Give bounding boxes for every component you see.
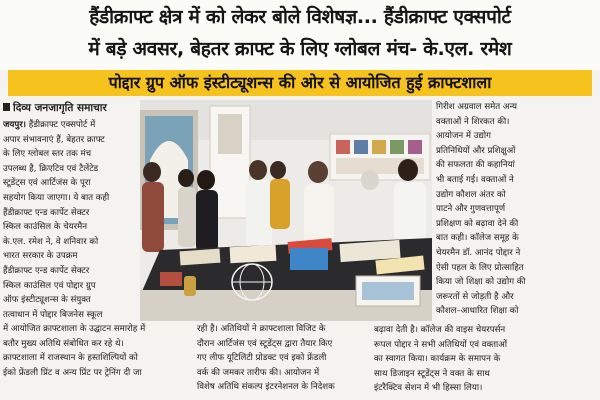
- article-line: उपलब्ध है, क्रिएटिव एवं टैलेंटेड: [3, 163, 99, 174]
- article-line: प्रतिनिधियों और प्रशिक्षुओं: [436, 145, 516, 156]
- article-line: ईको फ्रेंडली प्रिंट व अन्य प्रिंट पर ट्रेनिंग दी जा: [3, 367, 142, 378]
- craft-workshop-photo: [140, 100, 432, 321]
- article-line: साथ डिजाइन स्टूडेंट्स ने वक्त के साथ: [374, 368, 490, 379]
- article-line: का स्वागत किया। कार्यक्रम के समापन के: [374, 354, 501, 365]
- subheadline-banner: पोद्दार ग्रुप ऑफ इंस्टीट्यूशन्स की ओर से आयोजित हुई क्राफ्टशाला: [8, 70, 592, 96]
- article-line: दौरान आर्टिजंस एवं स्टूडेंट्स द्वारा तैयार किए: [197, 338, 333, 349]
- article-line: रही है। अतिथियों ने क्राफ्टशाला विजिट के: [197, 324, 326, 334]
- byline: [3, 100, 139, 116]
- article-line: हैंडीक्राफ्ट एक्सपोर्ट में: [28, 120, 96, 130]
- article-column-3-continued: [374, 323, 596, 396]
- article-line: वक्ताओं ने शिरकत की।: [436, 116, 510, 127]
- article-line: चेयरमैन डॉ. आनंद पोद्दार ने: [436, 247, 521, 258]
- article-line: की सफलता की कहानियां: [436, 160, 515, 171]
- article-line: स्किल काउंसिल के चेयरमैन: [3, 222, 88, 233]
- article-line: प्रशिक्षण को बढ़ावा देने की: [436, 218, 519, 229]
- news-photo: [140, 100, 432, 321]
- article-line: स्किल काउंसिल एवं पोद्दार ग्रुप: [3, 280, 96, 291]
- byline-text: दिव्य जनजागृति समाचार: [13, 102, 107, 114]
- article-line: कौशल–आधारित शिक्षा को: [436, 306, 519, 317]
- article-line: जरूरतों से जोड़ती है और: [436, 291, 514, 302]
- article-line: तत्वाधान में पोद्दार बिजनेस स्कूल: [3, 309, 103, 320]
- article-line: भारत सरकार के उपक्रम: [3, 251, 78, 262]
- article-line: के.एल. रमेश ने, वे शनिवार को: [3, 236, 99, 247]
- headline-line-2: में बड़े अवसर, बेहतर क्राफ्ट के लिए ग्लोबल मंच- के.एल. रमेश: [88, 38, 512, 60]
- article-line: स्टूडेंट्स एवं आर्टिजंस के पूरा: [3, 178, 91, 189]
- article-line: ऑफ इंस्टीट्यूशन्स के संयुक्त: [3, 295, 91, 306]
- article-line: रूपल पोद्दार ने सभी अतिथियों एवं वक्ताओं: [374, 339, 508, 350]
- article-column-1-continued: [3, 322, 191, 380]
- article-column-3: [436, 100, 596, 319]
- article-line: उद्योग कौशल अंतर को: [436, 189, 506, 200]
- byline-square-icon: [3, 103, 10, 111]
- article-line: गिरीश अग्रवाल समेत अन्य: [436, 102, 518, 112]
- article-line: पाटने और गुणवत्तापूर्ण: [436, 204, 506, 215]
- headline-line-1: हैंडीक्राफ्ट क्षेत्र में को लेकर बोले विशेषज्ञ... हैंडीक्राफ्ट एक्सपोर्ट: [89, 6, 511, 28]
- article-line: क्राफ्टशाला में राजस्थान के हस्तशिल्पियों को: [3, 353, 138, 364]
- article-line: ऐसी पहल के लिए प्रोत्साहित: [436, 262, 524, 273]
- article-line: अपार संभावनाएं हैं, बेहतर क्राफ्ट: [3, 134, 105, 145]
- article-line: सहयोग किया जाएगा। ये बात कही: [3, 192, 110, 203]
- article-line: के लिए ग्लोबल स्तर तक मंच: [3, 149, 92, 160]
- article-line: बढ़ावा देती है। कॉलेज की वाइस चेयरपर्सन: [374, 325, 506, 335]
- headline-block: [0, 0, 600, 70]
- article-column-2: [197, 322, 368, 395]
- dateline: जयपुर।: [3, 120, 27, 130]
- article-line: इंटरैक्टिव सेशन में भी हिस्सा लिया।: [374, 383, 483, 394]
- article-line: गए लीफ यूटिलिटी प्रोडक्ट एवं इको फ्रेंडली: [197, 353, 327, 364]
- article-line: बतौर मुख्य अतिथि संबोधित कर रहे थे।: [3, 338, 124, 349]
- article-line: बात कही। कॉलेज समूह के: [436, 233, 519, 244]
- article-line: वर्क की जमकर तारीफ की। आयोजन में: [197, 367, 320, 378]
- article-line: हैंडीक्राफ्ट एन्ड कार्पेट सेक्टर: [3, 207, 90, 218]
- article-line: आयोजन में उद्योग: [436, 131, 491, 142]
- article-line: में आयोजित क्राफ्टशाला के उद्घाटन समारोह में: [3, 324, 146, 334]
- article-line: हैंडीक्राफ्ट एन्ड कार्पेट सेक्टर: [3, 265, 90, 276]
- article-line: विशेष अतिथि संकल्प इंटरनेशनल के निदेशक: [197, 382, 335, 393]
- article-line: किया जो शिक्षा को उद्योग की: [436, 277, 526, 288]
- article-line: भी बताई गई। वक्ताओं ने: [436, 174, 514, 185]
- article-column-1: [3, 118, 137, 322]
